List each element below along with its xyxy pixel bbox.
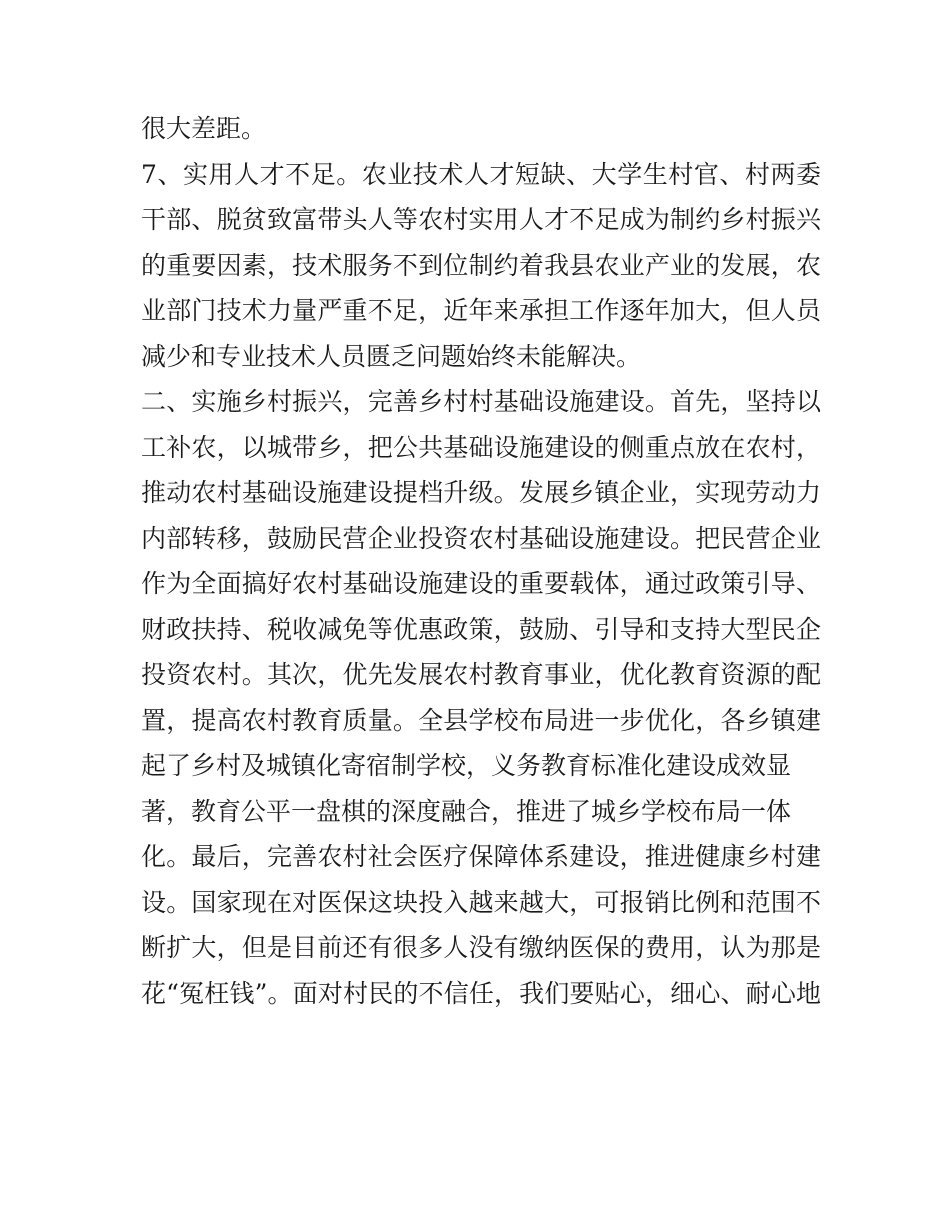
text-line: 干部、脱贫致富带头人等农村实用人才不足成为制约乡村振兴 (141, 205, 821, 234)
text-line: 财政扶持、税收减免等优惠政策，鼓励、引导和支持大型民企 (141, 614, 821, 644)
text-line: 起了乡村及城镇化寄宿制学校，义务教育标准化建设成效显 (141, 751, 792, 780)
text-line: 断扩大，但是目前还有很多人没有缴纳医保的费用，认为那是 (141, 933, 821, 962)
text-line: 化。最后，完善农村社会医疗保障体系建设，推进健康乡村建 (141, 842, 821, 871)
text-line: 工补农，以城带乡，把公共基础设施建设的侧重点放在农村， (141, 432, 821, 462)
text-line: 置，提高农村教育质量。全县学校布局进一步优化，各乡镇建 (141, 705, 821, 735)
text-line: 作为全面搞好农村基础设施建设的重要载体，通过政策引导、 (141, 569, 821, 598)
text-line: 的重要因素，技术服务不到位制约着我县农业产业的发展，农 (141, 250, 821, 280)
text-line: 业部门技术力量严重不足，近年来承担工作逐年加大，但人员 (141, 296, 821, 325)
text-line: 花“冤枉钱”。面对村民的不信任，我们要贴心，细心、耐心地 (141, 978, 821, 1008)
document-body (141, 106, 821, 1016)
text-line: 减少和专业技术人员匮乏问题始终未能解决。 (141, 341, 642, 371)
text-line: 著，教育公平一盘棋的深度融合，推进了城乡学校布局一体 (141, 796, 792, 826)
text-line: 7、实用人才不足。农业技术人才短缺、大学生村官、村两委 (141, 159, 821, 189)
text-line: 推动农村基础设施建设提档升级。发展乡镇企业，实现劳动力 (141, 478, 821, 507)
text-line: 投资农村。其次，优先发展农村教育事业，优化教育资源的配 (141, 660, 821, 689)
text-line: 设。国家现在对医保这块投入越来越大，可报销比例和范围不 (141, 887, 821, 917)
section-heading-line: 二、实施乡村振兴，完善乡村村基础设施建设。首先，坚持以 (141, 387, 821, 416)
text-line: 很大差距。 (141, 114, 267, 143)
text-line: 内部转移，鼓励民营企业投资农村基础设施建设。把民营企业 (141, 523, 821, 553)
